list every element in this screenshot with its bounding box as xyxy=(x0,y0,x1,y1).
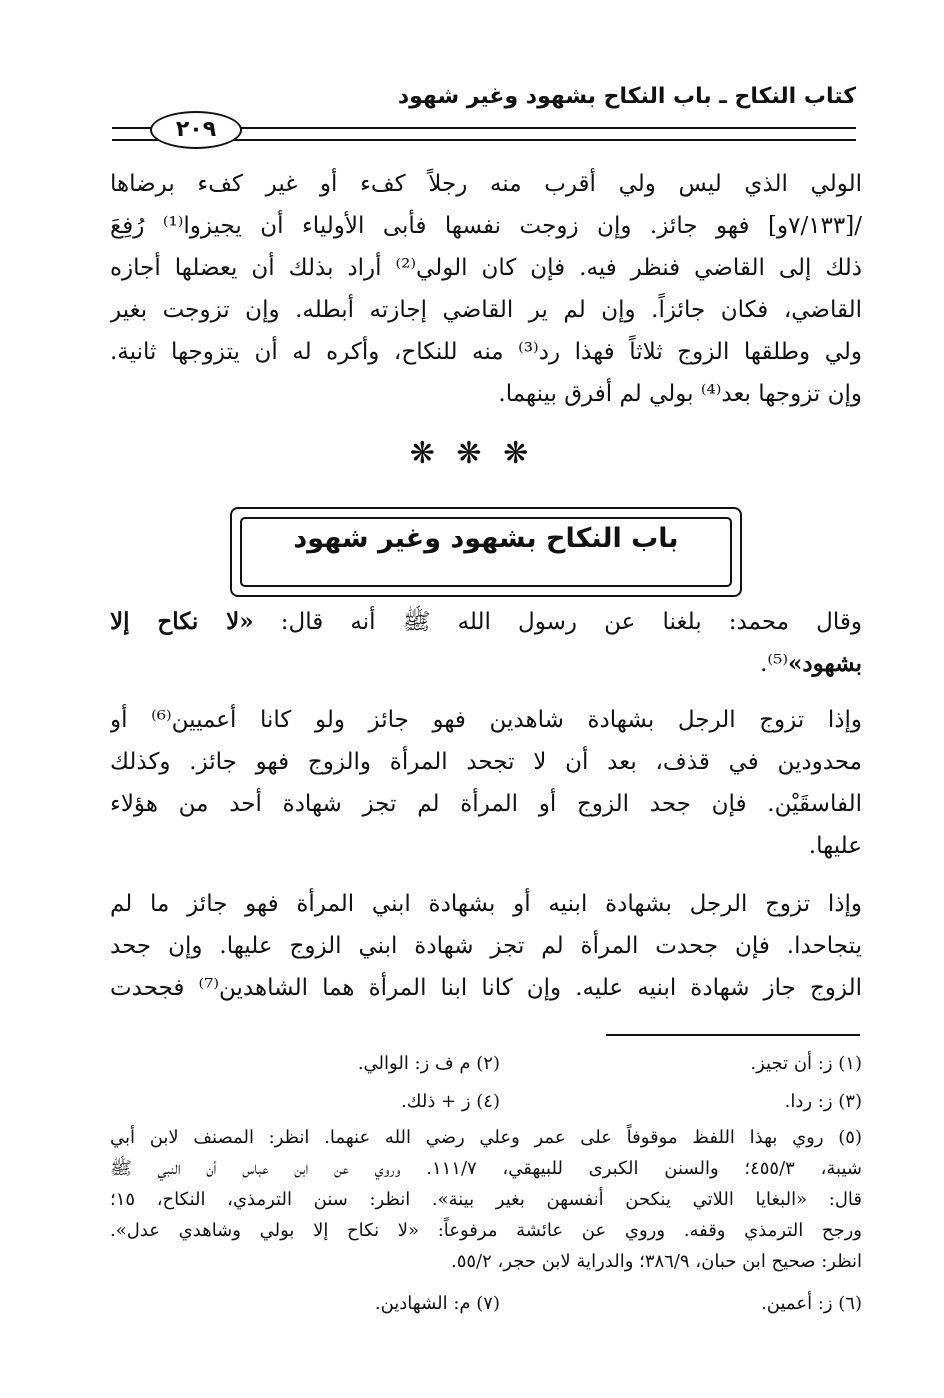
footnote-4: (٤) ز + ذلك. xyxy=(400,1091,500,1112)
body-line: وإن تزوجها بعد⁽⁴⁾ بولي لم أفرق بينهما. xyxy=(498,381,862,407)
hadith-quote-end: بشهود» xyxy=(787,650,862,677)
footnote-5-line: انظر: صحيح ابن حبان، ٣٨٦/٩؛ والدراية لابن حجر، ٥٥/٢. xyxy=(450,1251,862,1272)
hadith-intro: وقال محمد: بلغنا عن رسول الله ﷺ أنه قال: xyxy=(253,609,862,635)
chapter-title-frame xyxy=(230,507,742,597)
body-line: عليها. xyxy=(808,833,862,859)
body-line: الولي الذي ليس ولي أقرب منه رجلاً كفء أو غير كفء برضاها xyxy=(110,171,862,197)
body-line: الفاسقَيْن. فإن جحد الزوج أو المرأة لم تجز شهادة أحد من هؤلاء xyxy=(110,791,862,817)
footnote-5-line: ورجح الترمذي وقفه. وروي عن عائشة مرفوعاً: «لا نكاح إلا بولي وشاهدي عدل». xyxy=(110,1220,862,1241)
footnote-ref: ⁽⁵⁾. xyxy=(760,651,788,677)
body-line: محدودين في قذف، بعد أن لا تجحد المرأة والزوج فهو جائز. وكذلك xyxy=(110,749,862,775)
body-line: يتجاحدا. فإن جحدت المرأة لم تجز شهادة ابني الزوج عليها. وإن جحد xyxy=(110,933,862,959)
running-header: كتاب النكاح ـ باب النكاح بشهود وغير شهود xyxy=(397,84,856,109)
hadith-quote: «لا نكاح إلا xyxy=(110,608,254,635)
body-line: القاضي، فكان جائزاً. وإن لم ير القاضي إجازته أبطله. وإن تزوجت بغير xyxy=(110,297,862,323)
body-line: ذلك إلى القاضي فنظر فيه. فإن كان الولي⁽²⁾ أراد بذلك أن يعضلها أجازه xyxy=(110,255,862,281)
footnote-2: (٢) م ف ز: الوالي. xyxy=(357,1053,500,1074)
footnote-1: (١) ز: أن تجيز. xyxy=(750,1053,862,1074)
footnote-5-line: (٥) روي بهذا اللفظ موقوفاً على عمر وعلي رضي الله عنهما. انظر: المصنف لابن أبي xyxy=(110,1127,862,1148)
footnote-6: (٦) ز: أعمين. xyxy=(761,1293,862,1314)
body-line: ولي وطلقها الزوج ثلاثاً فهذا رد⁽³⁾ منه للنكاح، وأكره له أن يتزوجها ثانية. xyxy=(110,339,862,365)
body-line: الزوج جاز شهادة ابنيه عليه. وإن كانا ابنا المرأة هما الشاهدين⁽⁷⁾ فجحدت xyxy=(110,975,862,1001)
body-line: وإذا تزوج الرجل بشهادة ابنيه أو بشهادة ابني المرأة فهو جائز ما لم xyxy=(110,891,862,917)
footnote-rule xyxy=(606,1034,860,1036)
body-line-hadith-end xyxy=(110,644,862,684)
footnote-7: (٧) م: الشهادين. xyxy=(374,1293,500,1314)
footnote-5-line: قال: «البغايا اللاتي ينكحن أنفسهن بغير بينة». انظر: سنن الترمذي، النكاح، ١٥؛ xyxy=(110,1189,862,1210)
footnote-5-line: شيبة، ٤٥٥/٣؛ والسنن الكبرى للبيهقي، ١١١/٧. وروي عن ابن عباس أن النبي ﷺ xyxy=(110,1158,862,1179)
body-line: /[٧/١٣٣و] فهو جائز. وإن زوجت نفسها فأبى الأولياء أن يجيزوا⁽¹⁾ رُفِعَ xyxy=(110,213,862,239)
body-line: وإذا تزوج الرجل بشهادة شاهدين فهو جائز ولو كانا أعميين⁽⁶⁾ أو xyxy=(110,707,862,733)
page-number: ٢٠٩ xyxy=(150,111,242,149)
body-line-hadith xyxy=(110,602,862,642)
footnote-3: (٣) ز: ردا. xyxy=(784,1091,862,1112)
chapter-title: باب النكاح بشهود وغير شهود xyxy=(293,523,679,554)
section-separator: ❋ ❋ ❋ xyxy=(409,436,535,471)
